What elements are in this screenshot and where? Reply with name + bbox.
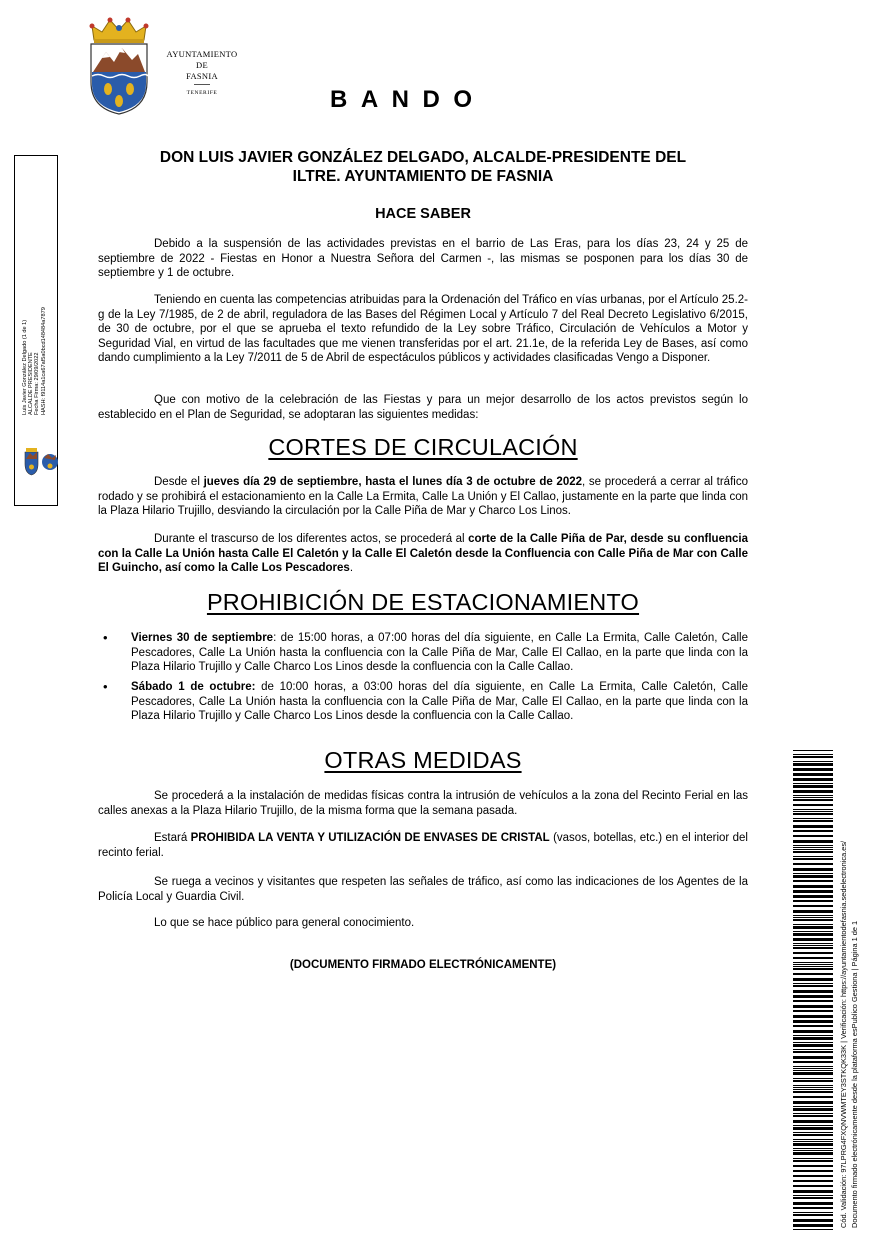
- barcode-bar: [793, 1056, 833, 1059]
- island-name: TENERIFE: [186, 90, 218, 96]
- barcode-bar: [793, 1072, 833, 1075]
- municipality-line-3: FASNIA: [186, 71, 218, 81]
- cortes-p2-end: .: [349, 562, 354, 575]
- barcode-bar: [793, 1165, 833, 1167]
- small-crest-icon: [24, 446, 58, 476]
- barcode-bar: [793, 773, 833, 776]
- barcode-bar: [793, 1078, 833, 1079]
- barcode-bar: [793, 943, 833, 944]
- barcode-bar: [793, 754, 833, 755]
- barcode-bar: [793, 1139, 833, 1140]
- barcode-bar: [793, 858, 833, 860]
- barcode-bar: [793, 851, 833, 853]
- barcode-bar: [793, 1127, 833, 1130]
- barcode-bar: [793, 938, 833, 941]
- barcode-bar: [793, 919, 833, 921]
- barcode-bar: [793, 1158, 833, 1159]
- barcode-bar: [793, 973, 833, 975]
- intro-paragraph-2: Teniendo en cuenta las competencias atribuidas para la Ordenación del Tráfico en vías urbanas, por el Artículo 25.2-g de la Ley 7/1985, de 2 de abril, reguladora de las Bases del Régimen Local y Artículo 7 del Real Decreto Legislativo 6/2015, de 30 de octubre, por el que se aprueba el texto refundido de la Ley sobre Tráfico, Circulación de Vehículos a Motor y Seguridad Vial, en virtud de las facultades que me vienen transferidas por el art. 21.1e, de la referida Ley de Bases, así como dando cumplimiento a la Ley 7/2011 de 5 de Abril de espectáculos públicos y actividades clasificadas Vengo a Disponer.: [98, 294, 748, 365]
- barcode-bar: [793, 1141, 833, 1142]
- barcode-bar: [793, 820, 833, 822]
- barcode-bar: [793, 1207, 833, 1209]
- barcode-bar: [793, 1030, 833, 1033]
- barcode-bar: [793, 1085, 833, 1086]
- barcode-bar: [793, 1148, 833, 1149]
- barcode-bar: [793, 1101, 833, 1104]
- barcode-bar: [793, 1180, 833, 1182]
- barcode-bar: [793, 840, 833, 843]
- cortes-p2-streets: corte de la Calle Piña de Par, desde su confluencia con la Calle La Unión hasta Calle El Caletón y la Calle El Caletón desde la Confluencia con Calle Piña de Mar con Calle El Guincho, así como la Calle Los Pescadores: [98, 533, 748, 575]
- barcode-bar: [793, 835, 833, 837]
- barcode-bar: [793, 995, 833, 998]
- divider: [194, 84, 210, 85]
- otras-paragraph-1: Se procederá a la instalación de medidas físicas contra la intrusión de vehículos a la zona del Recinto Ferial en las calles anexas a la Plaza Hilario Trujillo, de la misma forma que la semana pasada.: [98, 790, 748, 817]
- otras-paragraph-3: Se ruega a vecinos y visitantes que respeten las señales de tráfico, así como las indicaciones de los Agentes de la Policía Local y Guardia Civil.: [98, 876, 748, 903]
- barcode-bar: [793, 1070, 833, 1071]
- barcode-bar: [793, 890, 833, 893]
- barcode-bar: [793, 952, 833, 954]
- barcode-bar: [793, 1087, 833, 1088]
- barcode-bar: [793, 818, 833, 819]
- barcode-bar: [793, 1049, 833, 1050]
- barcode-bar: [793, 799, 833, 801]
- barcode-bar: [793, 978, 833, 981]
- barcode-bar: [793, 1091, 833, 1093]
- barcode-bar: [793, 1068, 833, 1069]
- title-line-1: DON LUIS JAVIER GONZÁLEZ DELGADO, ALCALDE-PRESIDENTE DEL: [159, 149, 687, 166]
- otras-p2-end: (vasos, botellas, etc.) en el interior del recinto ferial.: [98, 832, 748, 859]
- barcode-bar: [793, 968, 833, 970]
- barcode-bar: [793, 990, 833, 993]
- barcode-bar: [793, 1096, 833, 1098]
- intro-paragraph-3: Que con motivo de la celebración de las Fiestas y para un mejor desarrollo de los actos previstos según lo establecido en el Plan de Seguridad, se adoptaran las siguientes medidas:: [98, 394, 748, 421]
- barcode-bar: [793, 1195, 833, 1196]
- validation-platform-line: Documento firmado electrónicamente desde la plataforma esPublico Gestiona | Página 1 de 1: [850, 920, 859, 1228]
- signer-name: Luis Javier González Delgado (1 de 1): [22, 319, 28, 415]
- barcode-bar: [793, 926, 833, 929]
- barcode-bar: [793, 915, 833, 916]
- barcode-bar: [793, 863, 833, 865]
- barcode-bar: [793, 811, 833, 812]
- barcode-bar: [793, 763, 833, 766]
- barcode-bar: [793, 905, 833, 907]
- barcode-bar: [793, 830, 833, 832]
- barcode-bar: [793, 1035, 833, 1036]
- otras-paragraph-2: [98, 831, 748, 860]
- barcode-bar: [793, 1066, 833, 1067]
- barcode-bar: [793, 945, 833, 946]
- barcode-bar: [793, 1229, 833, 1230]
- barcode-bar: [793, 895, 833, 898]
- barcode-bar: [793, 809, 833, 810]
- barcode-bar: [793, 1134, 833, 1136]
- barcode-bar: [793, 1212, 833, 1213]
- barcode-bar: [793, 1152, 833, 1155]
- cortes-p1-start: Desde el: [154, 476, 204, 488]
- cortes-p1-dates: jueves día 29 de septiembre, hasta el lunes día 3 de octubre de 2022: [203, 476, 583, 488]
- barcode-bar: [793, 1202, 833, 1205]
- signature-text: [22, 255, 47, 415]
- barcode-bar: [793, 847, 833, 848]
- municipality-name: [152, 49, 252, 99]
- signer-role: ALCALDE PRESIDENTE: [28, 352, 35, 415]
- barcode-bar: [793, 1051, 833, 1053]
- document-type-heading: BANDO: [330, 86, 486, 113]
- list-item: [131, 631, 748, 675]
- barcode-bar: [793, 790, 833, 793]
- cortes-p2-start: Durante el trascurso de los diferentes actos, se procederá al: [154, 533, 469, 545]
- barcode-bar: [793, 910, 833, 913]
- barcode-bar: [793, 1185, 833, 1187]
- barcode-bar: [793, 1044, 833, 1047]
- validation-code-line: Cód. Validación: 97LPRG4FXQNVWMTEY3STKQK33K | Verificación: https://ayuntamientodefasnia.sedelectronica.es/: [839, 840, 848, 1228]
- barcode-bar: [793, 985, 833, 987]
- barcode-bar: [793, 1214, 833, 1216]
- barcode-bar: [793, 873, 833, 874]
- list-item-text: : de 15:00 horas, a 07:00 horas del día siguiente, en Calle La Ermita, Calle Caletón, Calle Pescadores, Calle La Unión hasta la confluencia con la Calle Piña de Mar, Calle El Callao, en la parte que linda con la Plaza Hilario Trujillo y Calle Charco Los Linos desde la confluencia con la Calle Callao.: [131, 632, 749, 674]
- barcode-bar: [793, 947, 833, 949]
- barcode-bar: [793, 931, 833, 932]
- barcode-bar: [793, 957, 833, 959]
- barcode-bar: [793, 1061, 833, 1063]
- hace-saber-heading: HACE SABER: [375, 206, 471, 222]
- barcode-bar: [793, 1037, 833, 1040]
- barcode-bar: [793, 1042, 833, 1043]
- barcode-bar: [793, 1005, 833, 1008]
- barcode-bar: [793, 761, 833, 762]
- otras-p2-start: Estará: [154, 832, 191, 844]
- barcode-bar: [793, 750, 833, 751]
- barcode-bar: [793, 964, 833, 965]
- cortes-paragraph-2: [98, 532, 748, 576]
- barcode-bar: [793, 1010, 833, 1012]
- barcode: [793, 750, 833, 1230]
- barcode-bar: [793, 1113, 833, 1114]
- signature-hash: HASH: f9114a1ca67af5a0bcd148484a7879: [40, 307, 47, 415]
- barcode-bar: [793, 1150, 833, 1151]
- barcode-bar: [793, 849, 833, 850]
- barcode-bar: [793, 768, 833, 771]
- barcode-bar: [793, 875, 833, 878]
- barcode-bar: [793, 1190, 833, 1193]
- barcode-bar: [793, 983, 833, 984]
- barcode-bar: [793, 756, 833, 758]
- barcode-bar: [793, 933, 833, 936]
- barcode-bar: [793, 917, 833, 918]
- otras-paragraph-4: Lo que se hace público para general conocimiento.: [154, 917, 415, 929]
- barcode-bar: [793, 804, 833, 806]
- barcode-bar: [793, 900, 833, 902]
- barcode-bar: [793, 1020, 833, 1023]
- barcode-bar: [793, 797, 833, 798]
- municipality-line-2: DE: [196, 60, 208, 70]
- barcode-bar: [793, 785, 833, 788]
- list-item-text: de 10:00 horas, a 03:00 horas del día siguiente, en Calle La Ermita, Calle Caletón, Calle Pescadores, Calle La Unión hasta la confluencia con la Calle Piña de Mar, Calle El Callao, en la parte que linda con la Plaza Hilario Trujillo y Calle Charco Los Linos desde la confluencia con la Calle Callao.: [131, 681, 748, 723]
- barcode-bar: [793, 1089, 833, 1090]
- list-item-day: Viernes 30 de septiembre: [131, 632, 274, 644]
- barcode-bar: [793, 845, 833, 846]
- barcode-bar: [793, 885, 833, 888]
- barcode-bar: [793, 795, 833, 796]
- barcode-bar: [793, 1132, 833, 1133]
- barcode-bar: [793, 1160, 833, 1162]
- barcode-bar: [793, 778, 833, 781]
- barcode-bar: [793, 1175, 833, 1177]
- barcode-bar: [793, 813, 833, 815]
- otras-p2-prohibition: PROHIBIDA LA VENTA Y UTILIZACIÓN DE ENVASES DE CRISTAL: [190, 832, 550, 844]
- list-item-day: Sábado 1 de octubre:: [131, 681, 256, 693]
- section-heading-otras: OTRAS MEDIDAS: [324, 747, 522, 773]
- barcode-bar: [793, 966, 833, 967]
- barcode-bar: [793, 856, 833, 857]
- document-title: [98, 148, 748, 186]
- barcode-bar: [793, 825, 833, 828]
- barcode-bar: [793, 868, 833, 871]
- barcode-bar: [793, 1125, 833, 1126]
- section-heading-prohibicion: PROHIBICIÓN DE ESTACIONAMIENTO: [206, 589, 640, 615]
- barcode-bar: [793, 1108, 833, 1111]
- barcode-bar: [793, 1143, 833, 1146]
- barcode-bar: [793, 1170, 833, 1172]
- municipality-line-1: AYUNTAMIENTO: [166, 49, 238, 59]
- barcode-bar: [793, 1224, 833, 1227]
- barcode-bar: [793, 783, 833, 784]
- barcode-bar: [793, 1000, 833, 1002]
- barcode-bar: [793, 1106, 833, 1107]
- barcode-bar: [793, 1115, 833, 1117]
- municipal-crest-logo: [86, 16, 152, 116]
- cortes-paragraph-1: [98, 475, 748, 519]
- intro-paragraph-1: Debido a la suspensión de las actividades previstas en el barrio de Las Eras, para los días 23, 24 y 25 de septiembre de 2022 - Fiestas en Honor a Nuestra Señora del Carmen -, las mismas se posponen para los días 30 de septiembre y 1 de octubre.: [98, 238, 748, 280]
- barcode-bar: [793, 1219, 833, 1222]
- signature-date: Fecha Firma: 29/09/2022: [34, 352, 41, 415]
- electronic-signature-note: (DOCUMENTO FIRMADO ELECTRÓNICAMENTE): [289, 959, 557, 971]
- barcode-bar: [793, 1120, 833, 1123]
- barcode-bar: [793, 924, 833, 925]
- barcode-bar: [793, 962, 833, 963]
- title-line-2: ILTRE. AYUNTAMIENTO DE FASNIA: [292, 168, 554, 185]
- barcode-bar: [793, 1080, 833, 1082]
- cortes-p1-rest: , se procederá a cerrar al tráfico rodado y se prohibirá el estacionamiento en la Calle La Ermita, Calle La Unión y El Callao, justamente en la parte que linda con la Plaza Hilario Trujillo, desviando la circulación por la Calle Piña de Mar y Charco Los Linos.: [98, 476, 748, 518]
- barcode-bar: [793, 1197, 833, 1199]
- validation-text: [838, 748, 860, 1228]
- barcode-bar: [793, 1015, 833, 1018]
- list-item: [131, 680, 748, 724]
- barcode-bar: [793, 880, 833, 882]
- section-heading-cortes: CORTES DE CIRCULACIÓN: [268, 434, 578, 460]
- barcode-bar: [793, 1025, 833, 1027]
